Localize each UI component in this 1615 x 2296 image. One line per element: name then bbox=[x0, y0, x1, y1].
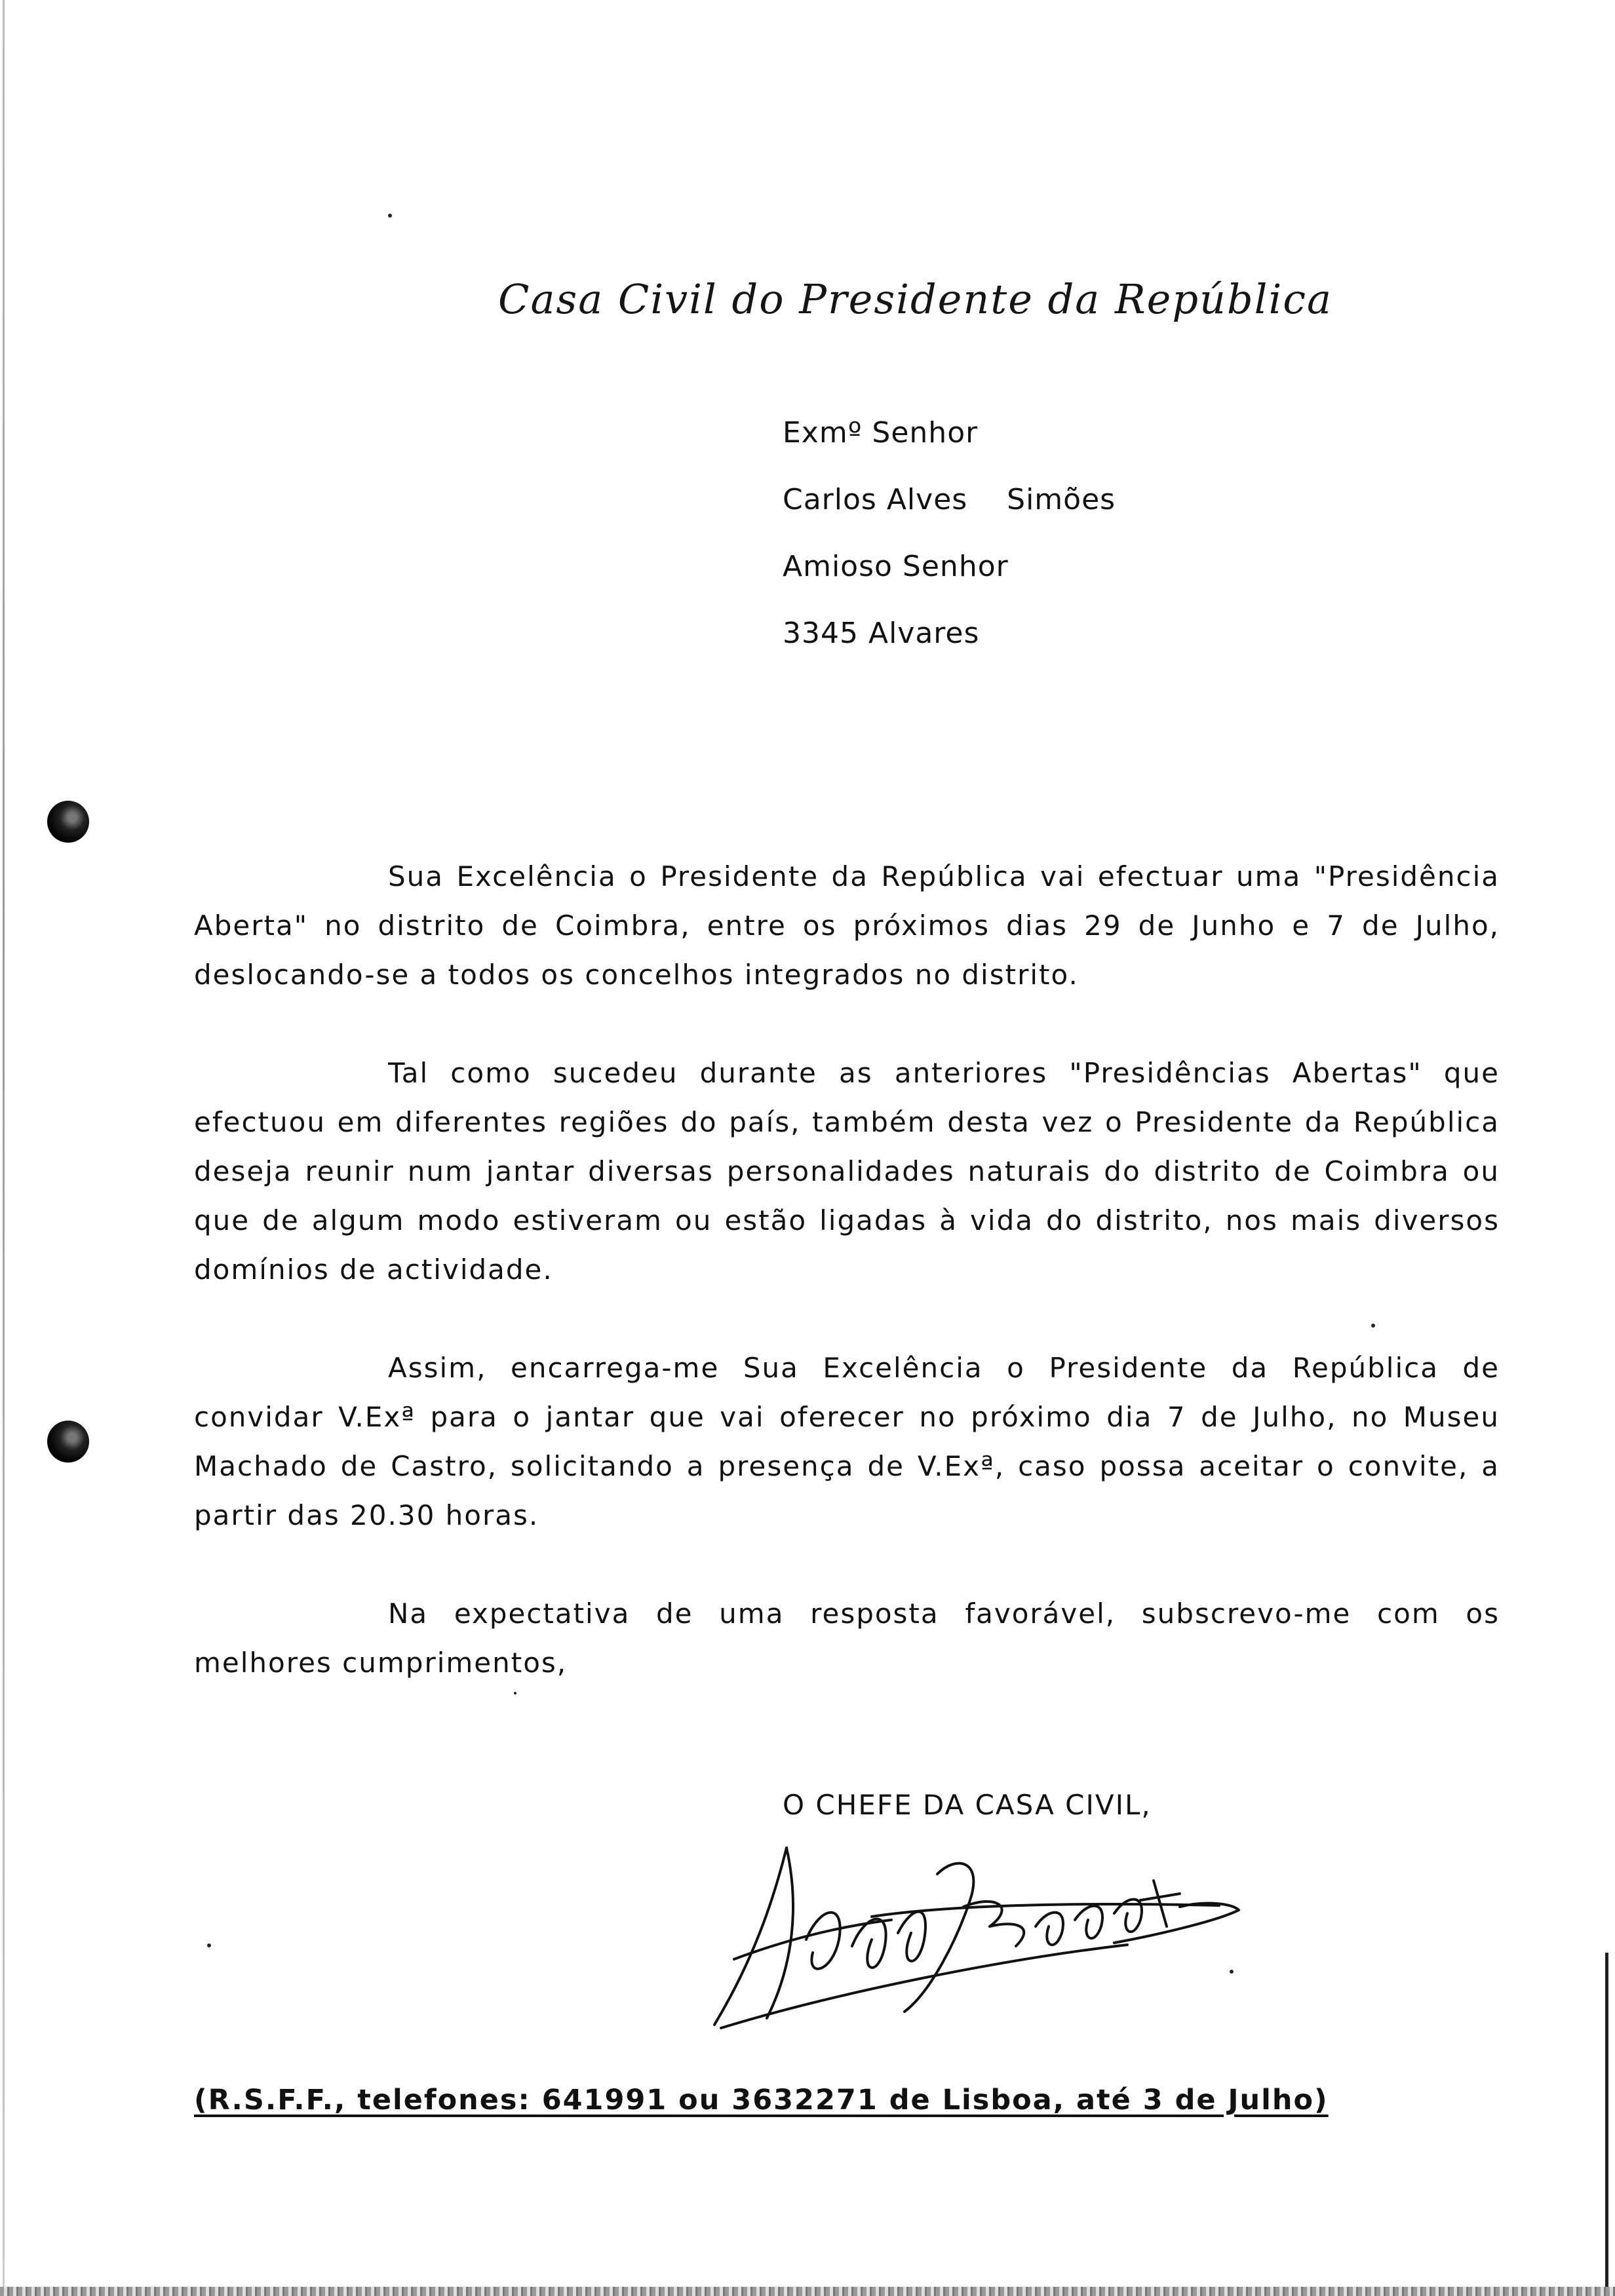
paragraph-2: Tal como sucedeu durante as anteriores "Presidências Abertas" que efectuou em diferentes regiões do país, também desta vez o Presidente da República deseja reunir num jantar diversas personalidades naturais do distrito de Coimbra ou que de algum modo estiveram ou estão ligadas à vida do distrito, nos mais diversos domínios de actividade. bbox=[194, 1057, 1500, 1286]
speck bbox=[388, 214, 392, 218]
recipient-address bbox=[783, 400, 1116, 667]
handwritten-signature bbox=[708, 1828, 1245, 2044]
letterhead-title: Casa Civil do Presidente da República bbox=[498, 275, 1333, 323]
punch-hole-top bbox=[47, 801, 89, 843]
punch-hole-bottom bbox=[47, 1421, 89, 1463]
paragraph-4: Na expectativa de uma resposta favorável, subscrevo-me com os melhores cumprimentos, bbox=[194, 1598, 1500, 1679]
recipient-name: Carlos Alves Simões bbox=[783, 483, 1116, 516]
scan-edge-left bbox=[3, 0, 5, 2296]
recipient-salutation: Exmº Senhor bbox=[783, 416, 979, 450]
speck bbox=[207, 1943, 211, 1947]
scan-edge-bottom bbox=[0, 2287, 1615, 2296]
closing-title: O CHEFE DA CASA CIVIL, bbox=[783, 1789, 1152, 1821]
footer-rsvp-note: (R.S.F.F., telefones: 641991 ou 3632271 de Lisboa, até 3 de Julho) bbox=[194, 2084, 1329, 2116]
scan-edge-right bbox=[1605, 1953, 1608, 2296]
paragraph-3: Assim, encarrega-me Sua Excelência o Presidente da República de convidar V.Exª para o jantar que vai oferecer no próximo dia 7 de Julho, no Museu Machado de Castro, solicitando a presença de V.Exª, caso possa aceitar o convite, a partir das 20.30 horas. bbox=[194, 1352, 1500, 1531]
recipient-city: 3345 Alvares bbox=[783, 617, 980, 650]
paragraph-1: Sua Excelência o Presidente da República vai efectuar uma "Presidência Aberta" no distrito de Coimbra, entre os próximos dias 29 de Junho e 7 de Julho, deslocando-se a todos os concelhos integrados no distrito. bbox=[194, 860, 1500, 991]
letter-body bbox=[194, 852, 1500, 1736]
recipient-street: Amioso Senhor bbox=[783, 550, 1009, 583]
